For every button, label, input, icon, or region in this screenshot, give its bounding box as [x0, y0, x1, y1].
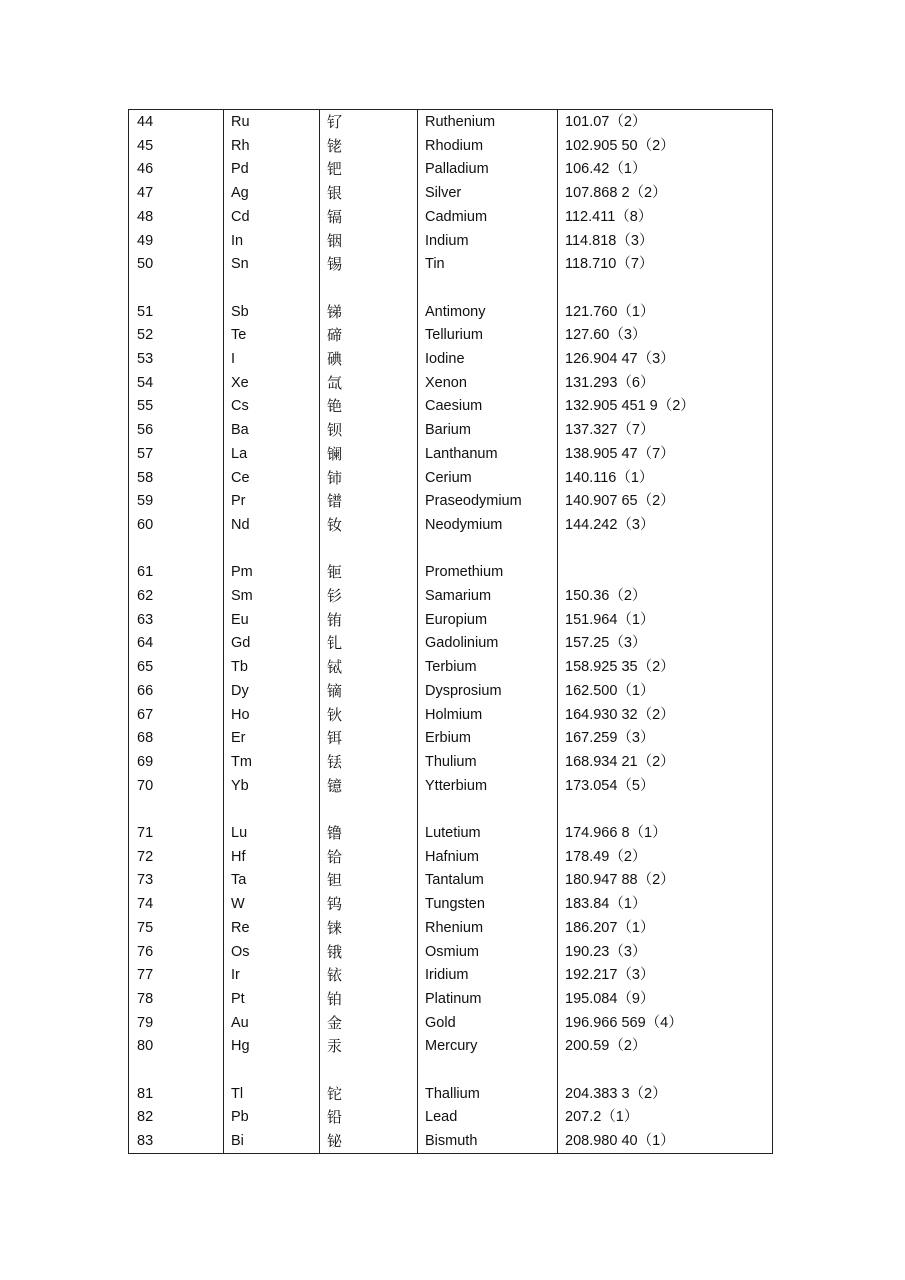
english-name: Terbium	[425, 659, 477, 676]
element-symbol: In	[231, 232, 244, 249]
english-name: Platinum	[425, 990, 482, 1007]
atomic-weight: 114.818（3）	[565, 232, 654, 249]
chinese-name: 铂	[327, 989, 343, 1008]
atomic-number: 74	[137, 896, 154, 913]
element-symbol: Pm	[231, 564, 253, 581]
atomic-number: 76	[137, 943, 154, 960]
table-row	[129, 324, 772, 348]
chinese-name: 铽	[327, 658, 343, 677]
atomic-number: 83	[137, 1133, 154, 1150]
atomic-weight: 140.116（1）	[565, 469, 654, 486]
element-symbol: Tb	[231, 659, 248, 676]
english-name: Palladium	[425, 161, 489, 178]
atomic-number: 75	[137, 919, 154, 936]
chinese-name: 铼	[327, 918, 343, 937]
chinese-name: 钬	[327, 705, 343, 724]
atomic-weight: 174.966 8（1）	[565, 825, 667, 841]
atomic-number: 59	[137, 493, 154, 510]
atomic-weight: 183.84（1）	[565, 896, 647, 913]
table-row	[129, 514, 772, 538]
atomic-number: 82	[137, 1109, 154, 1126]
chinese-name: 锑	[327, 302, 343, 321]
element-symbol: Nd	[231, 516, 250, 533]
element-symbol: Tl	[231, 1085, 244, 1102]
atomic-weight: 162.500（1）	[565, 682, 655, 699]
atomic-number: 66	[137, 682, 154, 699]
atomic-number: 44	[137, 114, 154, 130]
chinese-name: 钆	[327, 634, 343, 653]
element-symbol: Pd	[231, 161, 249, 178]
table-row	[129, 301, 772, 325]
english-name: Iodine	[425, 351, 465, 367]
chinese-name: 铟	[327, 231, 343, 250]
element-symbol: Cd	[231, 208, 250, 225]
chinese-name: 铒	[327, 729, 343, 748]
english-name: Erbium	[425, 730, 471, 747]
chinese-name: 金	[327, 1013, 343, 1032]
atomic-number: 70	[137, 777, 154, 794]
english-name: Neodymium	[425, 516, 503, 533]
english-name: Lanthanum	[425, 445, 498, 462]
table-row	[129, 1012, 772, 1036]
atomic-number: 71	[137, 825, 154, 841]
chinese-name: 铱	[327, 966, 343, 985]
chinese-name: 铈	[327, 468, 343, 487]
english-name: Praseodymium	[425, 493, 522, 510]
chinese-name: 铑	[327, 136, 343, 155]
atomic-number: 53	[137, 351, 154, 367]
table-row	[129, 751, 772, 775]
chinese-name: 钽	[327, 871, 343, 890]
chinese-name: 碲	[327, 326, 343, 345]
chinese-name: 银	[327, 184, 343, 203]
chinese-name: 铊	[327, 1084, 343, 1103]
element-symbol: Au	[231, 1014, 249, 1031]
atomic-number: 81	[137, 1085, 154, 1102]
atomic-weight: 167.259（3）	[565, 730, 655, 747]
chinese-name: 碘	[327, 350, 343, 368]
chinese-name: 镉	[327, 207, 343, 226]
atomic-number: 73	[137, 872, 154, 889]
english-name: Osmium	[425, 943, 479, 960]
english-name: Holmium	[425, 706, 483, 723]
elements-table	[128, 109, 773, 1154]
atomic-number: 51	[137, 303, 154, 320]
english-name: Gadolinium	[425, 635, 499, 652]
element-symbol: Tm	[231, 753, 252, 770]
chinese-name: 钌	[327, 113, 343, 131]
element-symbol: Lu	[231, 825, 248, 841]
english-name: Antimony	[425, 303, 486, 320]
atomic-weight: 180.947 88（2）	[565, 872, 675, 889]
english-name: Ytterbium	[425, 777, 488, 794]
atomic-weight: 178.49（2）	[565, 848, 647, 865]
atomic-number: 50	[137, 256, 154, 273]
english-name: Rhodium	[425, 137, 484, 154]
element-symbol: Ho	[231, 706, 250, 723]
element-symbol: Bi	[231, 1133, 244, 1150]
english-name: Indium	[425, 232, 469, 249]
atomic-number: 58	[137, 469, 154, 486]
atomic-number: 45	[137, 137, 154, 154]
english-name: Xenon	[425, 374, 467, 391]
atomic-weight: 137.327（7）	[565, 422, 655, 439]
atomic-weight: 207.2（1）	[565, 1109, 639, 1126]
english-name: Tantalum	[425, 872, 484, 889]
english-name: Thallium	[425, 1085, 480, 1102]
atomic-number: 56	[137, 422, 154, 439]
english-name: Lead	[425, 1109, 458, 1126]
table-row	[129, 917, 772, 941]
atomic-weight: 126.904 47（3）	[565, 351, 675, 367]
chinese-name: 钕	[327, 515, 343, 534]
element-symbol: Te	[231, 327, 247, 344]
atomic-weight: 107.868 2（2）	[565, 185, 667, 202]
atomic-weight: 131.293（6）	[565, 374, 655, 391]
atomic-number: 80	[137, 1038, 154, 1055]
atomic-weight: 208.980 40（1）	[565, 1133, 675, 1150]
element-symbol: Ir	[231, 967, 240, 984]
atomic-number: 72	[137, 848, 154, 865]
table-row	[129, 585, 772, 609]
table-row	[129, 135, 772, 159]
chinese-name: 镧	[327, 444, 343, 463]
element-symbol: Ta	[231, 872, 247, 889]
element-symbol: Re	[231, 919, 250, 936]
atomic-number: 65	[137, 659, 154, 676]
table-row	[129, 680, 772, 704]
table-row	[129, 561, 772, 585]
element-symbol: Ru	[231, 114, 250, 130]
atomic-weight: 200.59（2）	[565, 1038, 647, 1055]
element-symbol: Yb	[231, 777, 249, 794]
element-symbol: W	[231, 896, 245, 913]
chinese-name: 铥	[327, 752, 343, 771]
table-row	[129, 206, 772, 230]
chinese-name: 铋	[327, 1132, 343, 1151]
table-row	[129, 1035, 772, 1059]
atomic-number: 62	[137, 588, 154, 604]
table-row	[129, 467, 772, 491]
table-row	[129, 372, 772, 396]
atomic-weight: 168.934 21（2）	[565, 753, 675, 770]
table-row	[129, 1106, 772, 1130]
atomic-number: 47	[137, 185, 154, 202]
element-symbol: Gd	[231, 635, 251, 652]
chinese-name: 锡	[327, 255, 343, 274]
english-name: Mercury	[425, 1038, 478, 1055]
element-symbol: Cs	[231, 398, 249, 415]
atomic-number: 77	[137, 967, 154, 984]
element-symbol: Sb	[231, 303, 249, 320]
element-symbol: Pb	[231, 1109, 249, 1126]
table-row	[129, 253, 772, 277]
chinese-name: 铯	[327, 397, 343, 416]
english-name: Dysprosium	[425, 682, 502, 699]
atomic-weight: 173.054（5）	[565, 777, 655, 794]
table-row	[129, 158, 772, 182]
atomic-weight: 140.907 65（2）	[565, 493, 675, 510]
element-symbol: Eu	[231, 611, 249, 628]
chinese-name: 钐	[327, 587, 343, 605]
chinese-name: 铕	[327, 610, 343, 629]
atomic-weight: 106.42（1）	[565, 161, 647, 178]
table-row	[129, 1083, 772, 1107]
element-symbol: Sn	[231, 256, 249, 273]
english-name: Rhenium	[425, 919, 484, 936]
table-row	[129, 704, 772, 728]
atomic-number: 55	[137, 398, 154, 415]
english-name: Lutetium	[425, 825, 481, 841]
atomic-weight: 196.966 569（4）	[565, 1014, 683, 1031]
table-row	[129, 230, 772, 254]
english-name: Bismuth	[425, 1133, 478, 1150]
table-row	[129, 941, 772, 965]
english-name: Caesium	[425, 398, 483, 415]
atomic-weight: 195.084（9）	[565, 990, 655, 1007]
atomic-weight: 127.60（3）	[565, 327, 647, 344]
element-symbol: Er	[231, 730, 246, 747]
element-symbol: Ba	[231, 422, 249, 439]
english-name: Hafnium	[425, 848, 479, 865]
english-name: Cadmium	[425, 208, 488, 225]
element-symbol: La	[231, 445, 248, 462]
atomic-weight: 204.383 3（2）	[565, 1085, 667, 1102]
atomic-number: 60	[137, 516, 154, 533]
atomic-number: 48	[137, 208, 154, 225]
english-name: Samarium	[425, 588, 492, 604]
atomic-number: 54	[137, 374, 154, 391]
element-symbol: Xe	[231, 374, 249, 391]
element-symbol: Pt	[231, 990, 245, 1007]
table-row	[129, 632, 772, 656]
atomic-number: 63	[137, 611, 154, 628]
element-symbol: Ce	[231, 469, 250, 486]
element-symbol: I	[231, 351, 236, 367]
english-name: Cerium	[425, 469, 472, 486]
atomic-number: 57	[137, 445, 154, 462]
chinese-name: 氙	[327, 373, 343, 392]
atomic-number: 49	[137, 232, 154, 249]
chinese-name: 汞	[327, 1037, 343, 1056]
element-symbol: Ag	[231, 185, 249, 202]
element-symbol: Hg	[231, 1038, 250, 1055]
english-name: Tungsten	[425, 896, 485, 913]
chinese-name: 镝	[327, 681, 343, 700]
element-symbol: Dy	[231, 682, 249, 699]
atomic-weight: 157.25（3）	[565, 635, 647, 652]
table-row	[129, 964, 772, 988]
atomic-weight: 101.07（2）	[565, 114, 647, 130]
table-row	[129, 348, 772, 372]
atomic-weight: 192.217（3）	[565, 967, 655, 984]
table-row	[129, 775, 772, 799]
atomic-weight: 112.411（8）	[565, 208, 653, 225]
atomic-number: 78	[137, 990, 154, 1007]
table-row	[129, 111, 772, 135]
table-row	[129, 822, 772, 846]
table-row	[129, 395, 772, 419]
atomic-number: 69	[137, 753, 154, 770]
chinese-name: 钷	[327, 563, 343, 582]
table-row	[129, 609, 772, 633]
english-name: Promethium	[425, 564, 504, 581]
table-row	[129, 869, 772, 893]
atomic-weight: 102.905 50（2）	[565, 137, 675, 154]
atomic-weight: 144.242（3）	[565, 516, 655, 533]
element-symbol: Pr	[231, 493, 246, 510]
chinese-name: 镥	[327, 824, 343, 842]
english-name: Gold	[425, 1014, 456, 1031]
atomic-weight: 118.710（7）	[565, 256, 654, 273]
table-row	[129, 727, 772, 751]
atomic-weight: 121.760（1）	[565, 303, 655, 320]
element-symbol: Rh	[231, 137, 250, 154]
atomic-weight: 150.36（2）	[565, 588, 647, 604]
chinese-name: 镨	[327, 492, 343, 511]
element-symbol: Hf	[231, 848, 246, 865]
atomic-number: 52	[137, 327, 154, 344]
atomic-weight: 164.930 32（2）	[565, 706, 675, 723]
table-row	[129, 988, 772, 1012]
table-row	[129, 1130, 772, 1154]
table-row	[129, 182, 772, 206]
atomic-weight: 186.207（1）	[565, 919, 655, 936]
chinese-name: 镱	[327, 776, 343, 795]
table-row	[129, 656, 772, 680]
chinese-name: 钯	[327, 160, 343, 179]
atomic-number: 64	[137, 635, 154, 652]
english-name: Iridium	[425, 967, 469, 984]
chinese-name: 钡	[327, 421, 343, 440]
english-name: Tellurium	[425, 327, 484, 344]
atomic-number: 61	[137, 564, 154, 581]
english-name: Ruthenium	[425, 114, 496, 130]
atomic-number: 67	[137, 706, 154, 723]
table-row	[129, 846, 772, 870]
atomic-weight: 151.964（1）	[565, 611, 655, 628]
english-name: Silver	[425, 185, 462, 202]
element-symbol: Sm	[231, 588, 253, 604]
table-row	[129, 893, 772, 917]
chinese-name: 铅	[327, 1108, 343, 1127]
english-name: Tin	[425, 256, 445, 273]
atomic-number: 79	[137, 1014, 154, 1031]
atomic-weight: 158.925 35（2）	[565, 659, 675, 676]
atomic-weight: 132.905 451 9（2）	[565, 398, 695, 415]
chinese-name: 锇	[327, 942, 343, 961]
element-symbol: Os	[231, 943, 250, 960]
table-row	[129, 490, 772, 514]
table-row	[129, 419, 772, 443]
chinese-name: 铪	[327, 847, 343, 866]
atomic-number: 46	[137, 161, 154, 178]
english-name: Europium	[425, 611, 488, 628]
atomic-number: 68	[137, 730, 154, 747]
atomic-weight: 190.23（3）	[565, 943, 647, 960]
table-row	[129, 443, 772, 467]
atomic-weight: 138.905 47（7）	[565, 445, 675, 462]
chinese-name: 钨	[327, 895, 343, 914]
english-name: Barium	[425, 422, 471, 439]
english-name: Thulium	[425, 753, 477, 770]
